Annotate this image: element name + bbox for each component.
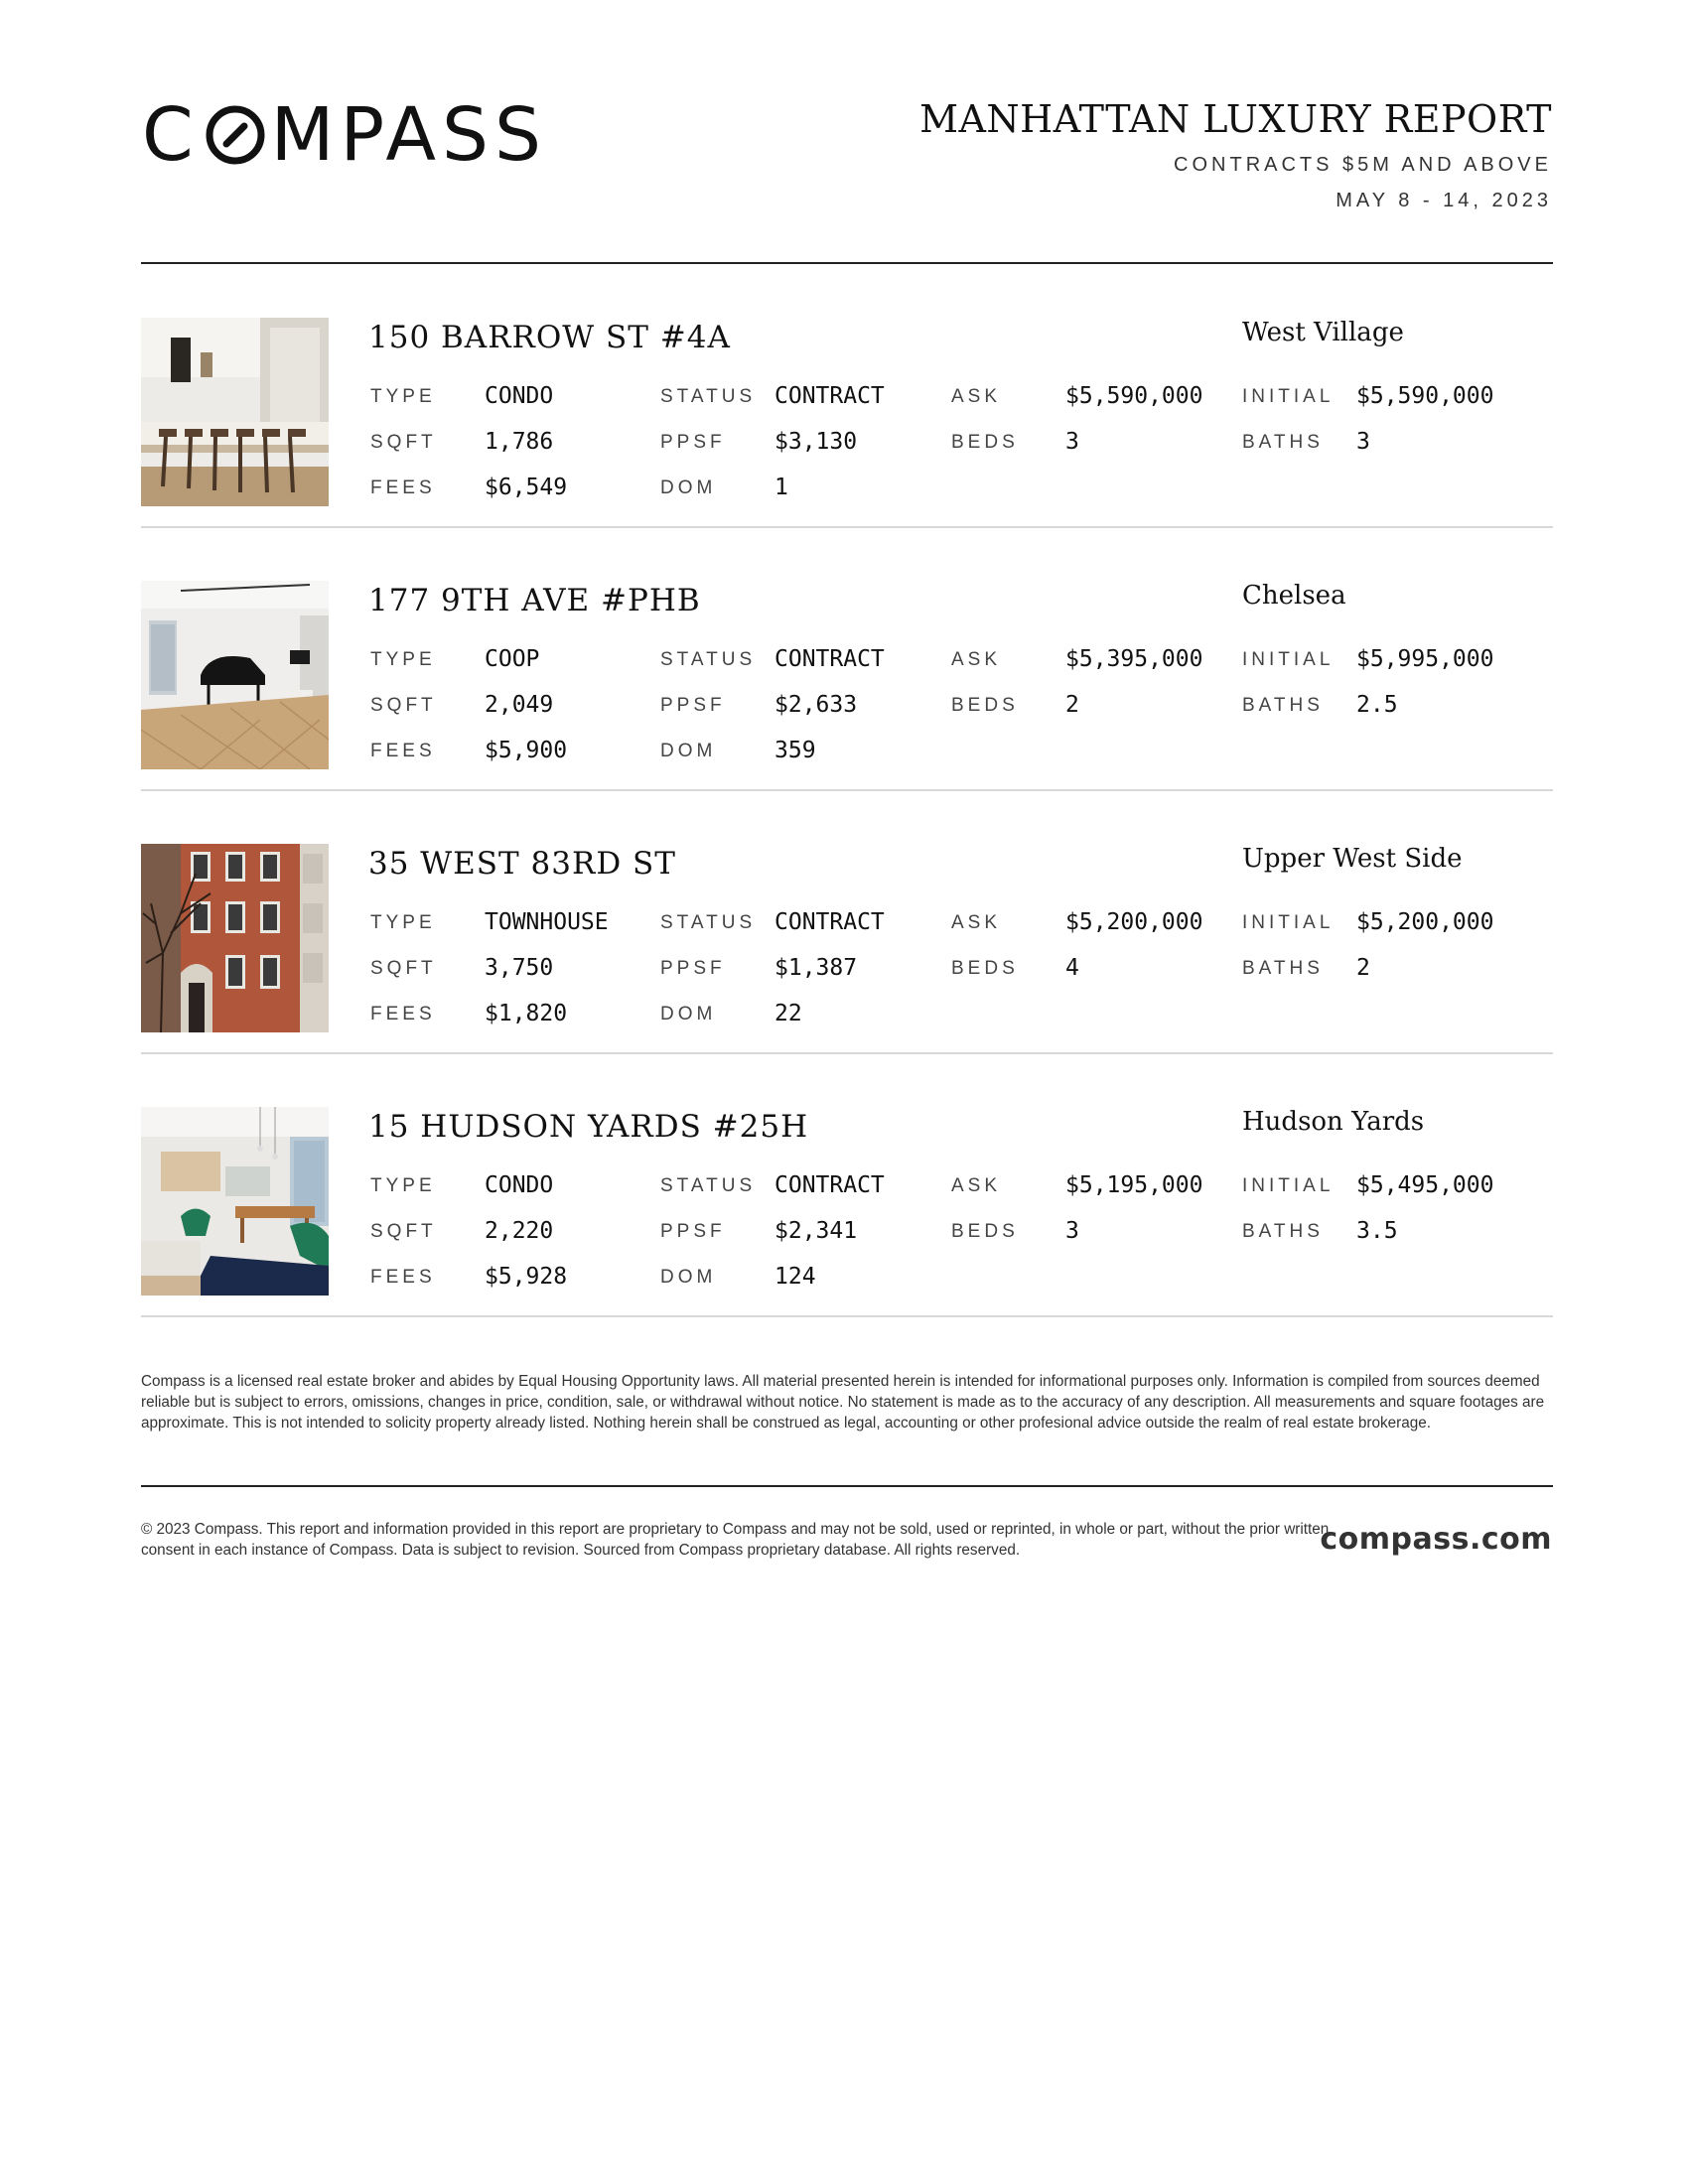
label-sqft: SQFT xyxy=(370,1221,437,1242)
report-subtitle: CONTRACTS $5M AND ABOVE xyxy=(1174,154,1552,176)
value-beds: 4 xyxy=(1065,955,1079,981)
label-ask: ASK xyxy=(951,1175,1002,1196)
label-status: STATUS xyxy=(660,1175,757,1196)
value-initial: $5,590,000 xyxy=(1356,383,1494,409)
value-initial: $5,495,000 xyxy=(1356,1172,1494,1198)
value-status: CONTRACT xyxy=(774,646,885,672)
label-initial: INITIAL xyxy=(1242,1175,1335,1196)
value-dom: 359 xyxy=(774,738,816,763)
value-type: CONDO xyxy=(485,1172,554,1198)
value-ask: $5,395,000 xyxy=(1065,646,1203,672)
compass-o-icon xyxy=(204,103,267,167)
listing-card xyxy=(141,790,1553,1053)
label-sqft: SQFT xyxy=(370,695,437,716)
value-status: CONTRACT xyxy=(774,909,885,935)
label-type: TYPE xyxy=(370,1175,436,1196)
label-sqft: SQFT xyxy=(370,958,437,979)
value-fees: $5,928 xyxy=(485,1264,568,1290)
label-fees: FEES xyxy=(370,478,436,498)
value-status: CONTRACT xyxy=(774,1172,885,1198)
value-sqft: 3,750 xyxy=(485,955,554,981)
label-initial: INITIAL xyxy=(1242,386,1335,407)
logo-text-end: MPASS xyxy=(270,92,547,178)
value-type: COOP xyxy=(485,646,540,672)
label-baths: BATHS xyxy=(1242,432,1324,453)
value-baths: 3 xyxy=(1356,429,1370,455)
compass-logo xyxy=(142,92,547,178)
value-beds: 3 xyxy=(1065,1218,1079,1244)
label-type: TYPE xyxy=(370,386,436,407)
value-initial: $5,995,000 xyxy=(1356,646,1494,672)
website-link[interactable]: compass.com xyxy=(1320,1522,1552,1557)
value-type: CONDO xyxy=(485,383,554,409)
value-baths: 2 xyxy=(1356,955,1370,981)
label-fees: FEES xyxy=(370,1267,436,1288)
value-baths: 2.5 xyxy=(1356,692,1398,718)
footer-divider xyxy=(141,1485,1553,1487)
listing-neighborhood: Chelsea xyxy=(1242,581,1346,611)
copyright-notice: © 2023 Compass. This report and information provided in this report are proprietary to Compass and may not be sold, used or reprinted, in whole or part, without the prior written consent in each instance of Compass. Data is subject to revision. Sourced from Compass proprietary database. All rights reserved. xyxy=(141,1521,1330,1559)
label-baths: BATHS xyxy=(1242,1221,1324,1242)
value-ppsf: $2,341 xyxy=(774,1218,858,1244)
label-dom: DOM xyxy=(660,741,717,761)
logo-text-start: C xyxy=(142,92,200,178)
listing-address: 150 BARROW ST #4A xyxy=(368,320,731,355)
label-initial: INITIAL xyxy=(1242,912,1335,933)
label-ask: ASK xyxy=(951,649,1002,670)
value-fees: $6,549 xyxy=(485,475,568,500)
value-type: TOWNHOUSE xyxy=(485,909,609,935)
label-type: TYPE xyxy=(370,649,436,670)
kitchen-photo xyxy=(141,318,329,506)
label-status: STATUS xyxy=(660,386,757,407)
label-ppsf: PPSF xyxy=(660,695,726,716)
legal-disclaimer: Compass is a licensed real estate broker and abides by Equal Housing Opportunity laws. All material presented herein is intended for informational purposes only. Information is compiled from sources deemed reliable but is subject to errors, omissions, changes in price, condition, sale, or withdrawal without notice. No statement is made as to the accuracy of any description. All measurements and square footages are approximate. This is not intended to solicity property already listed. Nothing herein shall be construed as legal, accounting or other profesional advice outside the realm of real estate brokerage. xyxy=(141,1373,1545,1432)
label-status: STATUS xyxy=(660,912,757,933)
value-fees: $5,900 xyxy=(485,738,568,763)
value-beds: 3 xyxy=(1065,429,1079,455)
listing-neighborhood: West Village xyxy=(1242,318,1404,347)
label-ask: ASK xyxy=(951,912,1002,933)
label-dom: DOM xyxy=(660,1267,717,1288)
label-sqft: SQFT xyxy=(370,432,437,453)
value-initial: $5,200,000 xyxy=(1356,909,1494,935)
living-room-piano-photo xyxy=(141,581,329,769)
value-dom: 1 xyxy=(774,475,788,500)
label-ppsf: PPSF xyxy=(660,958,726,979)
label-fees: FEES xyxy=(370,1004,436,1024)
value-ppsf: $3,130 xyxy=(774,429,858,455)
label-baths: BATHS xyxy=(1242,958,1324,979)
label-initial: INITIAL xyxy=(1242,649,1335,670)
value-ask: $5,200,000 xyxy=(1065,909,1203,935)
listing-address: 15 HUDSON YARDS #25H xyxy=(368,1109,809,1145)
value-beds: 2 xyxy=(1065,692,1079,718)
value-sqft: 2,220 xyxy=(485,1218,554,1244)
value-baths: 3.5 xyxy=(1356,1218,1398,1244)
report-title: MANHATTAN LUXURY REPORT xyxy=(919,97,1552,141)
label-ask: ASK xyxy=(951,386,1002,407)
brick-townhouse-photo xyxy=(141,844,329,1032)
label-beds: BEDS xyxy=(951,432,1019,453)
label-baths: BATHS xyxy=(1242,695,1324,716)
listing-divider xyxy=(141,1315,1553,1317)
open-living-area-photo xyxy=(141,1107,329,1296)
label-type: TYPE xyxy=(370,912,436,933)
value-dom: 22 xyxy=(774,1001,802,1026)
listing-address: 35 WEST 83RD ST xyxy=(368,846,676,882)
value-ppsf: $1,387 xyxy=(774,955,858,981)
listing-neighborhood: Upper West Side xyxy=(1242,844,1463,874)
label-dom: DOM xyxy=(660,478,717,498)
label-beds: BEDS xyxy=(951,1221,1019,1242)
label-status: STATUS xyxy=(660,649,757,670)
label-beds: BEDS xyxy=(951,695,1019,716)
label-fees: FEES xyxy=(370,741,436,761)
value-status: CONTRACT xyxy=(774,383,885,409)
label-ppsf: PPSF xyxy=(660,432,726,453)
listing-neighborhood: Hudson Yards xyxy=(1242,1107,1425,1137)
value-fees: $1,820 xyxy=(485,1001,568,1026)
value-sqft: 1,786 xyxy=(485,429,554,455)
label-beds: BEDS xyxy=(951,958,1019,979)
listing-card xyxy=(141,527,1553,790)
value-sqft: 2,049 xyxy=(485,692,554,718)
value-dom: 124 xyxy=(774,1264,816,1290)
listing-address: 177 9TH AVE #PHB xyxy=(368,583,701,618)
report-date: MAY 8 - 14, 2023 xyxy=(1336,190,1552,211)
listing-card xyxy=(141,1053,1553,1316)
label-ppsf: PPSF xyxy=(660,1221,726,1242)
value-ppsf: $2,633 xyxy=(774,692,858,718)
value-ask: $5,195,000 xyxy=(1065,1172,1203,1198)
listing-card xyxy=(141,264,1553,527)
label-dom: DOM xyxy=(660,1004,717,1024)
value-ask: $5,590,000 xyxy=(1065,383,1203,409)
